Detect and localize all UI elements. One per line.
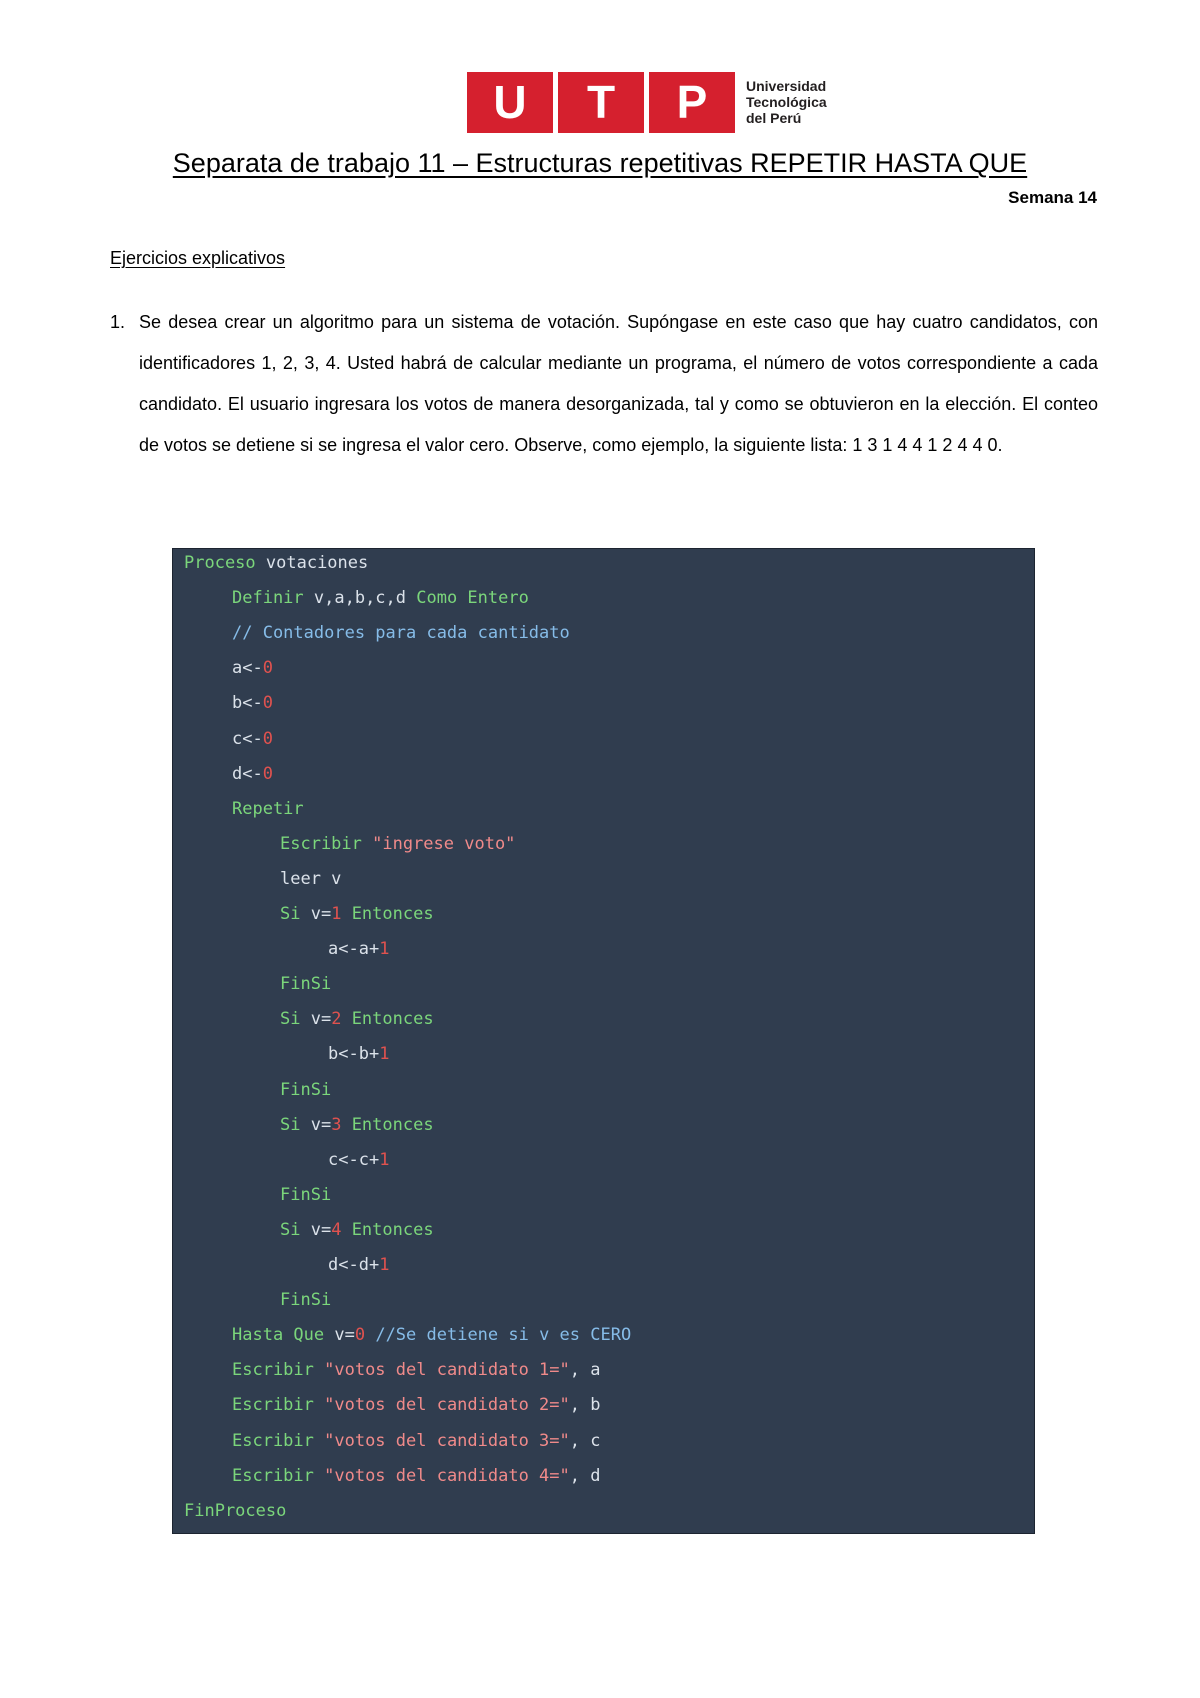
code-line [232,729,273,749]
code-token: votaciones [255,553,369,573]
code-token: "votos del candidato 4=" [324,1465,570,1486]
code-token: Escribir [280,833,373,854]
code-line [328,1044,389,1064]
code-token: 1 [379,1149,390,1170]
code-token: Si [280,1114,301,1135]
code-token: 1 [379,1255,390,1275]
code-line [280,1009,434,1029]
code-token: Si [280,1219,301,1240]
code-token: d<-d+ [328,1255,380,1275]
code-token: "ingrese voto" [372,833,516,854]
code-token: // Contadores para cada cantidato [232,623,570,644]
code-token: Repetir [232,798,304,819]
code-token: FinSi [280,1184,332,1205]
code-line [280,1290,331,1310]
code-token: Proceso [184,553,256,573]
code-token: c<- [232,728,263,749]
code-line [280,974,331,994]
code-token: FinProceso [184,1500,287,1521]
code-token: FinSi [280,1079,332,1100]
document-title: Separata de trabajo 11 – Estructuras repetitivas REPETIR HASTA QUE [172,148,1028,178]
code-line [280,904,434,924]
code-token: , b [569,1395,601,1416]
code-token: v,a,b,c,d [303,588,417,609]
code-line [280,1115,434,1135]
code-token: a<-a+ [328,939,380,960]
code-token: "votos del candidato 3=" [324,1430,570,1451]
code-token: Hasta Que [232,1325,325,1346]
code-token: , c [569,1430,601,1451]
code-token: Entonces [341,1009,434,1030]
code-token: "votos del candidato 1=" [324,1360,570,1381]
code-line [184,1501,286,1521]
code-token: b<- [232,693,263,714]
logo-name-line-3: del Perú [746,110,802,126]
code-token: 1 [331,904,342,924]
code-token: Escribir [232,1395,325,1416]
code-token: v= [300,904,332,924]
week-label: Semana 14 [1008,188,1097,207]
code-line [232,1360,600,1380]
logo-name-line-1: Universidad [746,78,827,94]
code-token: Entonces [341,1219,434,1240]
code-line [280,1185,331,1205]
code-token: Definir [232,588,304,609]
code-token: Entonces [341,1114,434,1135]
code-line [232,799,304,819]
utp-logo [467,72,827,134]
code-token: 0 [262,763,273,784]
code-line [232,1466,600,1486]
logo-letter-p: P [649,72,735,133]
code-line [328,939,389,959]
code-token: Si [280,1009,301,1030]
code-token: v= [300,1114,332,1135]
code-line [280,869,341,889]
code-token: Si [280,904,301,924]
code-line [280,1220,434,1240]
code-line [232,1325,631,1345]
code-line [232,588,529,608]
code-token: c<-c+ [328,1149,380,1170]
code-token: a<- [232,658,263,679]
code-line [280,834,515,854]
code-token: b<-b+ [328,1044,380,1065]
code-token: Escribir [232,1430,325,1451]
logo-letter-t: T [558,72,644,133]
code-token: Escribir [232,1465,325,1486]
exercise-number: 1. [110,312,126,332]
code-line [232,658,273,678]
code-token: 4 [331,1219,342,1240]
exercise-text: Se desea crear un algoritmo para un sistema de votación. Supóngase en este caso que hay cuatro candidatos, con identificadores 1, 2, 3, 4. Usted habrá de calcular mediante un programa, el número de votos correspondiente a cada candidato. El usuario ingresara los votos de manera desorganizada, tal y como se obtuvieron en la elección. El conteo de votos se detiene si se ingresa el valor cero. Observe, como ejemplo, la siguiente lista: 1 3 1 4 4 1 2 4 4 0. [139,312,1098,455]
code-token: v= [300,1219,332,1240]
exercise-1 [110,302,1098,466]
code-token: //Se detiene si v es CERO [365,1325,632,1346]
code-token: Como Entero [416,588,529,609]
code-token: 1 [379,1044,390,1065]
code-token: Escribir [232,1360,325,1381]
code-line [232,693,273,713]
code-line [232,1431,600,1451]
code-line [328,1255,389,1275]
code-token: 2 [331,1009,342,1030]
code-token: , d [569,1465,601,1486]
code-line [280,1080,331,1100]
code-token: 0 [262,693,273,714]
code-token: FinSi [280,1290,332,1311]
code-token: 3 [331,1114,342,1135]
code-token: leer v [280,868,342,889]
code-token: v= [300,1009,332,1030]
code-line [232,1395,600,1415]
code-token: 0 [354,1325,366,1346]
logo-name-line-2: Tecnológica [746,94,827,110]
code-token: d<- [232,763,263,784]
logo-letter-u: U [467,72,553,133]
code-line [184,553,368,573]
logo-university-name [746,78,846,126]
code-token: 0 [262,658,273,679]
code-line [232,764,273,784]
code-token: 1 [379,939,390,960]
code-line [232,623,570,643]
code-line [328,1150,389,1170]
code-block [172,548,1035,1534]
code-token: 0 [262,728,273,749]
code-token: v= [324,1325,355,1346]
code-token: , a [569,1360,601,1381]
code-token: Entonces [341,904,434,924]
code-token: "votos del candidato 2=" [324,1395,570,1416]
code-token: FinSi [280,974,332,995]
section-heading: Ejercicios explicativos [110,248,286,268]
